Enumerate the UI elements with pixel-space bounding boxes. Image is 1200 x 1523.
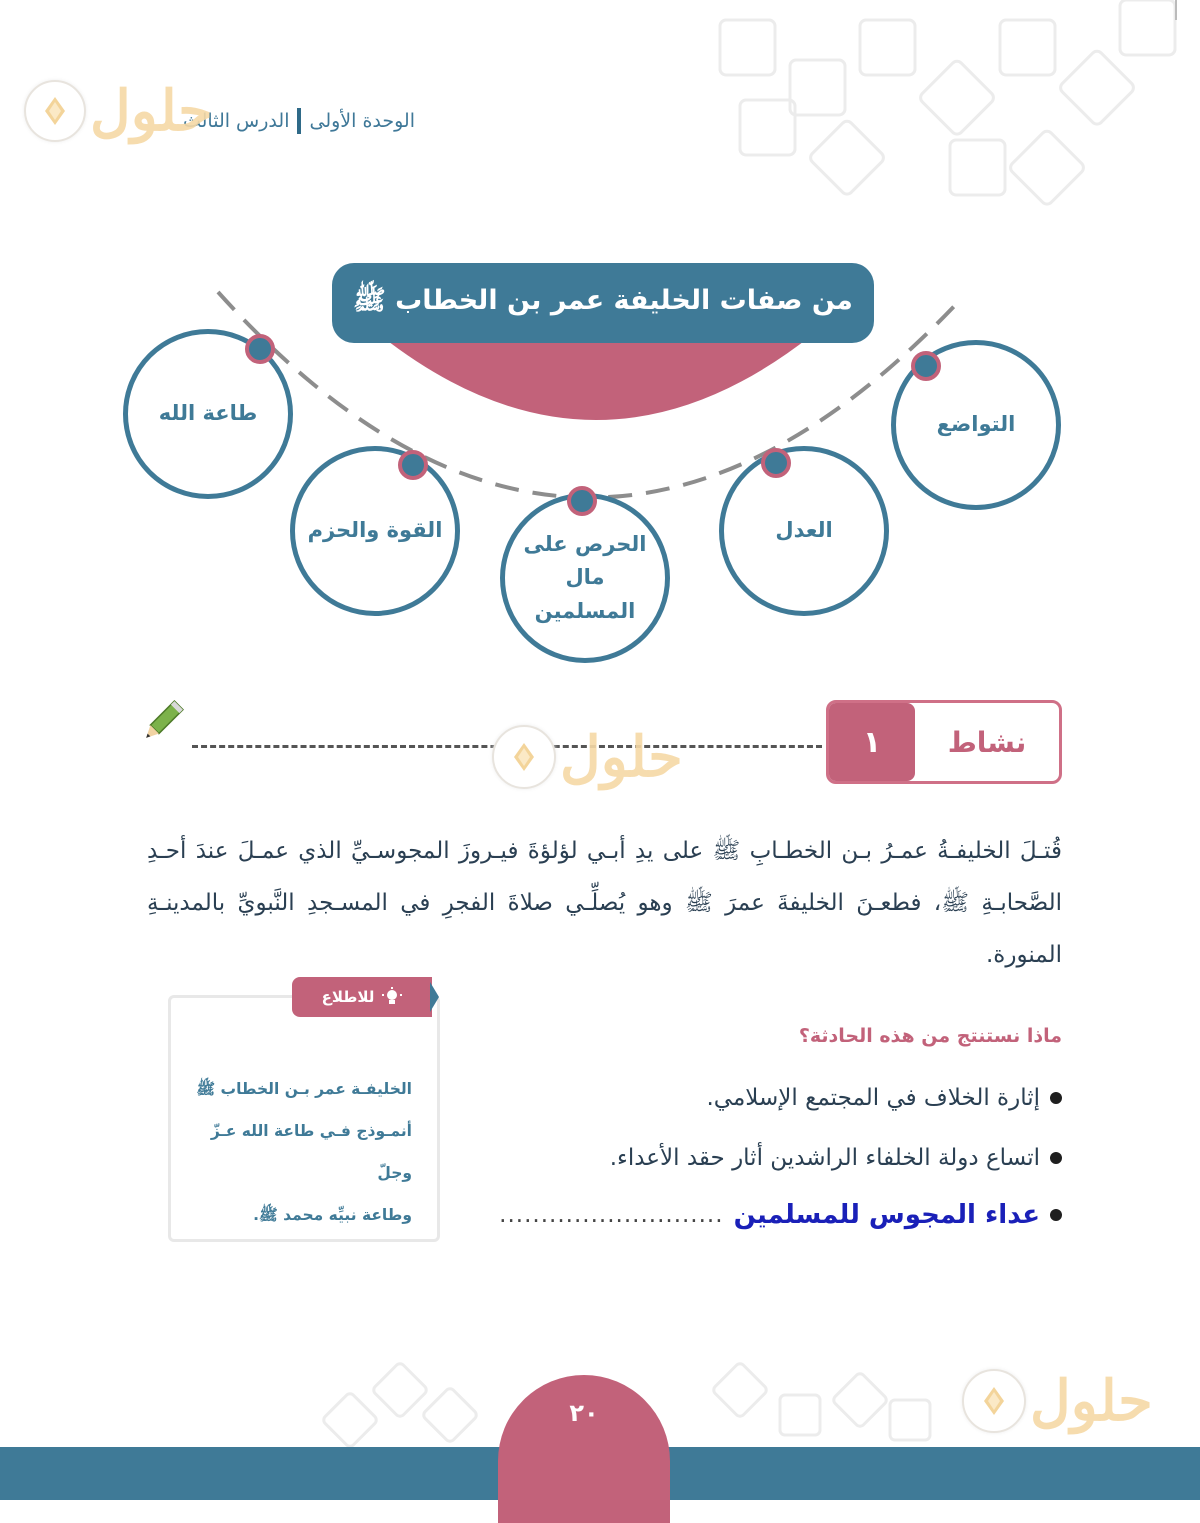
- trait-humility: التواضع: [891, 340, 1061, 510]
- trait-justice: العدل: [719, 446, 889, 616]
- page-number: [498, 1375, 670, 1523]
- option-item: [610, 1145, 1062, 1171]
- bullet-icon: [1050, 1209, 1062, 1221]
- trait-connector-dot: [245, 334, 275, 364]
- activity-label: نشاط: [947, 725, 1027, 759]
- watermark-logo-bottom: [962, 1368, 1153, 1434]
- pencil-icon: [138, 698, 184, 748]
- activity-heading: [826, 700, 1062, 784]
- lantern-icon: [492, 725, 556, 789]
- page-number-text: ٢٠: [569, 1399, 599, 1427]
- answer-dots: ...........................: [499, 1202, 724, 1228]
- info-line: الخليفـة عمر بـن الخطاب ﷺ: [196, 1080, 412, 1098]
- question-prompt: ماذا نستنتج من هذه الحادثة؟: [798, 1025, 1062, 1047]
- bullet-icon: [1050, 1092, 1062, 1104]
- info-tab-label: للاطلاع: [321, 988, 375, 1006]
- trait-connector-dot: [761, 448, 791, 478]
- option-text: إثارة الخلاف في المجتمع الإسلامي.: [706, 1085, 1040, 1111]
- watermark-logo-middle: [492, 724, 683, 790]
- info-tab-tail: [430, 982, 439, 1012]
- trait-obedience-to-god: طاعة الله: [123, 329, 293, 499]
- lantern-icon: [962, 1369, 1026, 1433]
- option-text: اتساع دولة الخلفاء الراشدين أثار حقد الأعداء.: [609, 1145, 1040, 1171]
- info-line: أنمـوذج فـي طاعة الله عـزّ وجلّ: [210, 1122, 412, 1182]
- watermark-text: حلول: [1030, 1368, 1153, 1434]
- info-text: [187, 1068, 412, 1236]
- handwritten-answer[interactable]: عداء المجوس للمسلمين: [733, 1200, 1040, 1230]
- lightbulb-icon: [382, 987, 402, 1007]
- trait-care-for-public-money: الحرص على مال المسلمين: [500, 493, 670, 663]
- option-item: [707, 1085, 1063, 1111]
- lesson-label: الدرس الثالث: [182, 110, 290, 132]
- watermark-text: حلول: [90, 78, 213, 144]
- activity-paragraph: قُتـلَ الخليفـةُ عمـرُ بـن الخطـابِ ﷺ على يدِ أبـي لؤلؤةَ فيـروزَ المجوسـيِّ الذي عمـلَ عندَ أحـدِ الصَّحابـةِ ﷺ، فطعـنَ الخليفةَ عمرَ ﷺ وهو يُصلِّـي صلاةَ الفجرِ في المسـجدِ النَّبويِّ بالمدينـةِ المنورة.: [147, 838, 1062, 968]
- trait-strength-firmness: القوة والحزم: [290, 446, 460, 616]
- trait-connector-dot: [398, 450, 428, 480]
- bullet-icon: [1050, 1152, 1062, 1164]
- unit-label: الوحدة الأولى: [309, 110, 415, 132]
- info-tab: [292, 977, 432, 1017]
- trait-connector-dot: [567, 486, 597, 516]
- answer-line[interactable]: [499, 1200, 1062, 1230]
- diagram-title: من صفات الخليفة عمر بن الخطاب ﷺ: [332, 263, 874, 343]
- info-line: وطاعة نبيِّه محمد ﷺ.: [253, 1206, 412, 1224]
- trait-connector-dot: [911, 351, 941, 381]
- watermark-text: حلول: [560, 724, 683, 790]
- activity-number: ١: [829, 703, 915, 781]
